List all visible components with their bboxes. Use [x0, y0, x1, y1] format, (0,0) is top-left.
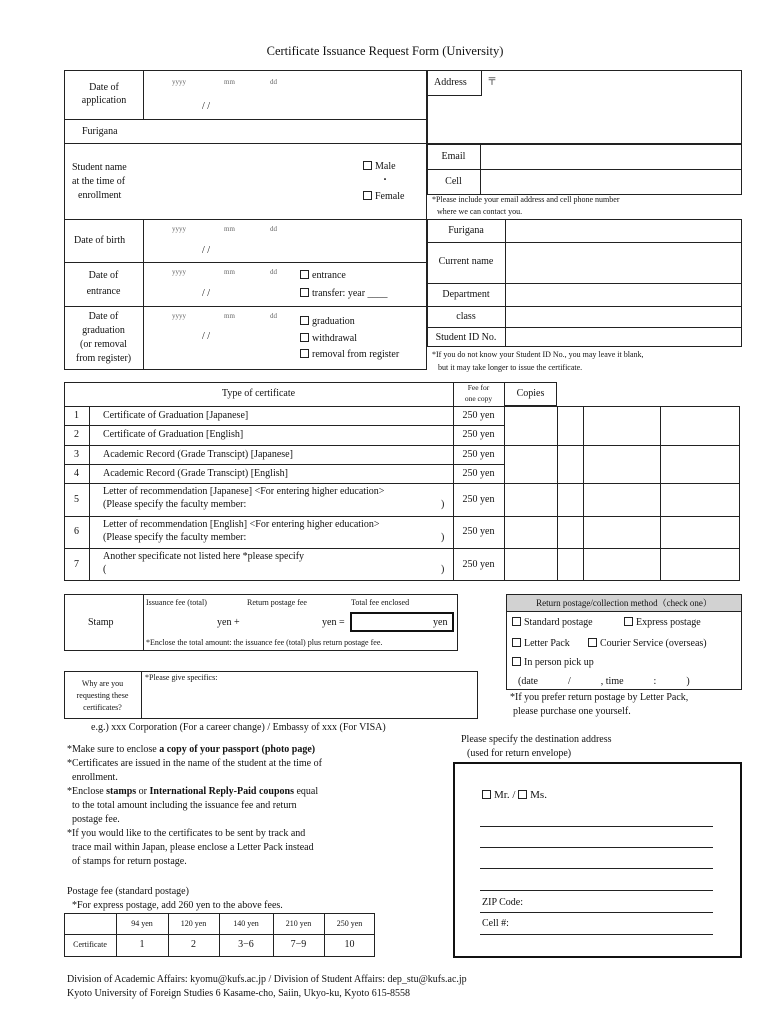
pickup-date-time[interactable]: (date / , time : ) — [518, 676, 690, 687]
student-id-field[interactable] — [506, 328, 741, 346]
address-line-2[interactable] — [480, 847, 713, 848]
address-line-4[interactable] — [480, 890, 713, 891]
cell-field[interactable] — [481, 170, 741, 194]
express-postage-checkbox[interactable] — [624, 617, 633, 626]
month-hint: mm — [224, 312, 235, 320]
cert-row-fee: 250 yen — [462, 448, 495, 460]
entrance-option[interactable] — [300, 270, 346, 283]
postal-mark: 〒 — [487, 77, 497, 88]
postage-count-cell: 7−9 — [290, 939, 307, 950]
title-options — [482, 789, 547, 803]
in-person-option[interactable] — [512, 657, 594, 670]
close-paren: ) — [441, 564, 445, 575]
letter-pack-option[interactable] — [512, 638, 570, 651]
day-hint: dd — [270, 78, 277, 86]
cert-row-number: 6 — [74, 526, 79, 537]
standard-postage-checkbox[interactable] — [512, 617, 521, 626]
mr-label: Mr. / — [494, 789, 516, 801]
day-hint: dd — [270, 225, 277, 233]
day-hint: dd — [270, 268, 277, 276]
cell-number-line[interactable] — [480, 934, 713, 935]
cert-row-label: Academic Record (Grade Transcipt) [English] — [103, 467, 288, 479]
note-line-2: *Certificates are issued in the name of the student at the time of — [67, 758, 322, 769]
email-label: Email — [441, 151, 466, 162]
removal-checkbox[interactable] — [300, 349, 309, 358]
postage-count-cell: 3−6 — [238, 939, 254, 950]
express-postage-option[interactable] — [624, 617, 701, 630]
close-paren: ) — [441, 532, 445, 543]
department-field[interactable] — [506, 284, 741, 305]
graduation-option[interactable] — [300, 316, 355, 329]
postage-title: Postage fee (standard postage) — [67, 886, 189, 897]
cert-row-label: Another specificate not listed here *please specify — [103, 551, 305, 562]
male-label: Male — [375, 161, 396, 172]
id-note-1: *If you do not know your Student ID No., you may leave it blank, — [432, 350, 644, 359]
postage-row-label: Certificate — [73, 940, 107, 949]
cell-label: Cell — [445, 176, 462, 187]
note-line-4e: equal — [293, 786, 319, 797]
copies-field[interactable] — [505, 446, 556, 463]
cert-row-label: Certificate of Graduation [English] — [103, 429, 244, 440]
address-field[interactable] — [483, 71, 741, 143]
cert-row-label: Letter of recommendation [Japanese] <For entering higher education> — [103, 486, 385, 497]
cert-row-label: Academic Record (Grade Transcipt) [Japanese] — [103, 448, 293, 460]
copies-field[interactable] — [505, 465, 556, 482]
letter-pack-label: Letter Pack — [524, 638, 570, 649]
why-example: e.g.) xxx Corporation (For a career change) / Embassy of xxx (For VISA) — [91, 722, 386, 733]
note-line-9: of stamps for return postage. — [72, 856, 187, 867]
contact-note-1: *Please include your email address and cell phone number — [432, 195, 620, 204]
month-hint: mm — [224, 268, 235, 276]
fee-header-1: Fee for — [467, 383, 490, 392]
cert-row-number: 2 — [74, 429, 79, 440]
date-of-birth-field[interactable]: / / — [202, 245, 211, 256]
cert-row-fee: 250 yen — [462, 558, 495, 570]
stamp-label: Stamp — [88, 617, 114, 628]
postage-fee-cell: 120 yen — [180, 919, 207, 928]
furigana-label: Furigana — [82, 126, 118, 137]
cert-row-label: (Please specify the faculty member: — [103, 499, 247, 510]
note-line-1 — [67, 744, 315, 757]
graduation-label: graduation — [312, 316, 355, 327]
zip-code-line[interactable] — [480, 912, 713, 913]
copies-field[interactable] — [505, 426, 556, 444]
cert-row-fee: 250 yen — [462, 493, 495, 505]
female-checkbox[interactable] — [363, 191, 372, 200]
address-line-1[interactable] — [480, 826, 713, 827]
postage-count-cell: 2 — [191, 939, 196, 950]
table-rule — [116, 934, 375, 935]
postage-count-cell: 10 — [344, 939, 355, 950]
month-hint: mm — [224, 78, 235, 86]
letter-pack-note-2: please purchase one yourself. — [513, 706, 631, 717]
courier-option[interactable] — [588, 638, 707, 651]
cert-row-fee: 250 yen — [462, 467, 495, 479]
transfer-label: transfer: year ____ — [312, 288, 388, 299]
note-line-5: to the total amount including the issuance fee and return — [72, 800, 297, 811]
note-line-4a: *Enclose — [67, 786, 107, 797]
courier-label: Courier Service (overseas) — [600, 638, 707, 649]
student-name-label-1: Student name — [72, 162, 127, 173]
day-hint: dd — [270, 312, 277, 320]
postage-fee-cell: 94 yen — [131, 919, 153, 928]
postage-fee-cell: 210 yen — [285, 919, 312, 928]
cert-row-fee: 250 yen — [462, 526, 495, 537]
issuance-yen-label: yen + — [217, 617, 240, 628]
female-option[interactable] — [363, 191, 404, 204]
date-of-graduation-field[interactable]: / / — [202, 331, 211, 342]
footer-address: Kyoto University of Foreign Studies 6 Kasame-cho, Saiin, Ukyo-ku, Kyoto 615-8558 — [67, 988, 411, 999]
cert-row-label: (Please specify the faculty member: — [103, 532, 247, 543]
email-field[interactable] — [481, 145, 741, 168]
postage-express-note: *For express postage, add 260 yen to the above fees. — [72, 900, 283, 911]
id-note-2: but it may take longer to issue the certificate. — [438, 363, 583, 372]
removal-label: removal from register — [312, 349, 400, 360]
removal-option[interactable] — [300, 349, 399, 362]
year-hint: yyyy — [172, 78, 186, 86]
ms-label: Ms. — [530, 789, 547, 801]
cert-row-number: 3 — [74, 448, 79, 460]
zip-code-label: ZIP Code: — [482, 897, 524, 908]
male-option[interactable] — [363, 161, 396, 174]
copies-field[interactable] — [505, 517, 556, 547]
note-line-4b: stamps — [106, 786, 137, 797]
note-line-3: enrollment. — [72, 772, 118, 783]
note-line-6: postage fee. — [72, 814, 120, 825]
address-line-3[interactable] — [480, 868, 713, 869]
footer-contact: Division of Academic Affairs: kyomu@kufs.ac.jp / Division of Student Affairs: dep_stu@kufs.ac.jp — [67, 974, 467, 985]
date-of-graduation-label-1: Date of — [88, 311, 119, 322]
student-name-label-3: enrollment — [78, 190, 122, 201]
cert-row-label: ( — [103, 564, 107, 575]
cert-row-label: Certificate of Graduation [Japanese] — [103, 409, 249, 421]
copies-header: Copies — [516, 388, 545, 399]
current-name-label: Current name — [438, 256, 494, 267]
cert-row-number: 1 — [74, 409, 79, 421]
why-label-2: requesting these — [76, 691, 129, 700]
withdrawal-option[interactable] — [300, 333, 357, 346]
female-label: Female — [375, 191, 405, 202]
standard-postage-option[interactable] — [512, 617, 593, 630]
cert-row-fee: 250 yen — [462, 409, 495, 421]
graduation-checkbox[interactable] — [300, 316, 309, 325]
total-yen-label: yen — [433, 617, 448, 628]
mr-checkbox[interactable] — [482, 790, 491, 799]
note-line-4c: or — [136, 786, 150, 797]
note-line-7: *If you would like to the certificates to be sent by track and — [67, 828, 306, 839]
furigana-field[interactable] — [144, 120, 426, 142]
cert-row-number: 5 — [74, 493, 79, 505]
note-line-1a: *Make sure to enclose — [67, 744, 160, 755]
type-of-certificate-header: Type of certificate — [221, 388, 296, 399]
return-yen-label: yen = — [322, 617, 345, 628]
transfer-checkbox[interactable] — [300, 288, 309, 297]
date-of-birth-label: Date of birth — [74, 235, 126, 246]
cert-row-number: 7 — [74, 558, 79, 570]
transfer-option[interactable] — [300, 288, 388, 301]
gender-separator: ・ — [380, 175, 390, 186]
furigana-right-label: Furigana — [448, 225, 484, 236]
date-of-application-field[interactable]: / / — [202, 101, 211, 112]
why-label-3: certificates? — [83, 703, 122, 712]
cert-row-label: Letter of recommendation [English] <For entering higher education> — [103, 519, 380, 530]
furigana-right-field[interactable] — [506, 220, 741, 241]
ms-checkbox[interactable] — [518, 790, 527, 799]
current-name-field[interactable] — [506, 243, 741, 282]
total-fee-enclosed-label: Total fee enclosed — [351, 598, 410, 607]
student-id-label: Student ID No. — [435, 332, 497, 343]
why-specifics-hint: *Please give specifics: — [145, 673, 218, 682]
courier-checkbox[interactable] — [588, 638, 597, 647]
close-paren: ) — [441, 499, 445, 510]
postage-fee-cell: 250 yen — [336, 919, 363, 928]
page-title: Certificate Issuance Request Form (University) — [266, 44, 504, 58]
copies-field[interactable] — [505, 484, 556, 515]
letter-pack-checkbox[interactable] — [512, 638, 521, 647]
letter-pack-note-1: *If you prefer return postage by Letter Pack, — [510, 692, 689, 703]
date-of-graduation-label-4: from register) — [75, 353, 132, 364]
in-person-label: In person pick up — [524, 657, 594, 668]
return-method-title: Return postage/collection method（check one） — [536, 598, 712, 608]
date-of-graduation-label-2: graduation — [82, 325, 125, 336]
year-hint: yyyy — [172, 225, 186, 233]
cert-row-fee: 250 yen — [462, 429, 495, 440]
entrance-label: entrance — [312, 270, 346, 281]
note-line-8: trace mail within Japan, please enclose a Letter Pack instead — [72, 842, 314, 853]
date-of-application-label: Date of application — [81, 82, 127, 106]
note-line-4d: International Reply-Paid coupons — [149, 786, 294, 797]
return-postage-fee-label: Return postage fee — [247, 598, 307, 607]
cell-number-label: Cell #: — [482, 918, 509, 929]
postage-count-cell: 1 — [139, 939, 145, 950]
department-label: Department — [442, 289, 490, 300]
destination-label-2: (used for return envelope) — [467, 748, 572, 759]
withdrawal-label: withdrawal — [312, 333, 357, 344]
copies-field[interactable] — [505, 549, 556, 580]
date-of-graduation-label-3: (or removal — [80, 339, 127, 350]
table-rule — [64, 934, 116, 935]
enclose-note: *Enclose the total amount: the issuance fee (total) plus return postage fee. — [146, 638, 383, 647]
standard-postage-label: Standard postage — [524, 617, 593, 628]
note-line-4 — [67, 786, 318, 799]
in-person-checkbox[interactable] — [512, 657, 521, 666]
contact-note-2: where we can contact you. — [437, 207, 523, 216]
postage-fee-cell: 140 yen — [233, 919, 259, 928]
male-checkbox[interactable] — [363, 161, 372, 170]
year-hint: yyyy — [172, 268, 186, 276]
withdrawal-checkbox[interactable] — [300, 333, 309, 342]
date-of-entrance-label-1: Date of — [88, 270, 119, 281]
year-hint: yyyy — [172, 312, 186, 320]
destination-label-1: Please specify the destination address — [461, 734, 612, 745]
why-specifics-field[interactable] — [142, 684, 477, 718]
address-label: Address — [434, 77, 467, 88]
issuance-fee-total-label: Issuance fee (total) — [146, 598, 207, 607]
note-line-1b: a copy of your passport (photo page) — [159, 744, 316, 755]
class-field[interactable] — [506, 307, 741, 326]
student-name-label-2: at the time of — [72, 176, 126, 187]
date-of-entrance-label-2: entrance — [86, 286, 121, 297]
express-postage-label: Express postage — [636, 617, 701, 628]
fee-header-2: one copy — [464, 394, 493, 403]
class-label: class — [456, 311, 476, 322]
copies-field[interactable] — [505, 407, 556, 424]
date-of-entrance-field[interactable]: / / — [202, 288, 211, 299]
cert-row-number: 4 — [74, 467, 79, 479]
why-label-1: Why are you — [81, 679, 124, 688]
entrance-checkbox[interactable] — [300, 270, 309, 279]
month-hint: mm — [224, 225, 235, 233]
